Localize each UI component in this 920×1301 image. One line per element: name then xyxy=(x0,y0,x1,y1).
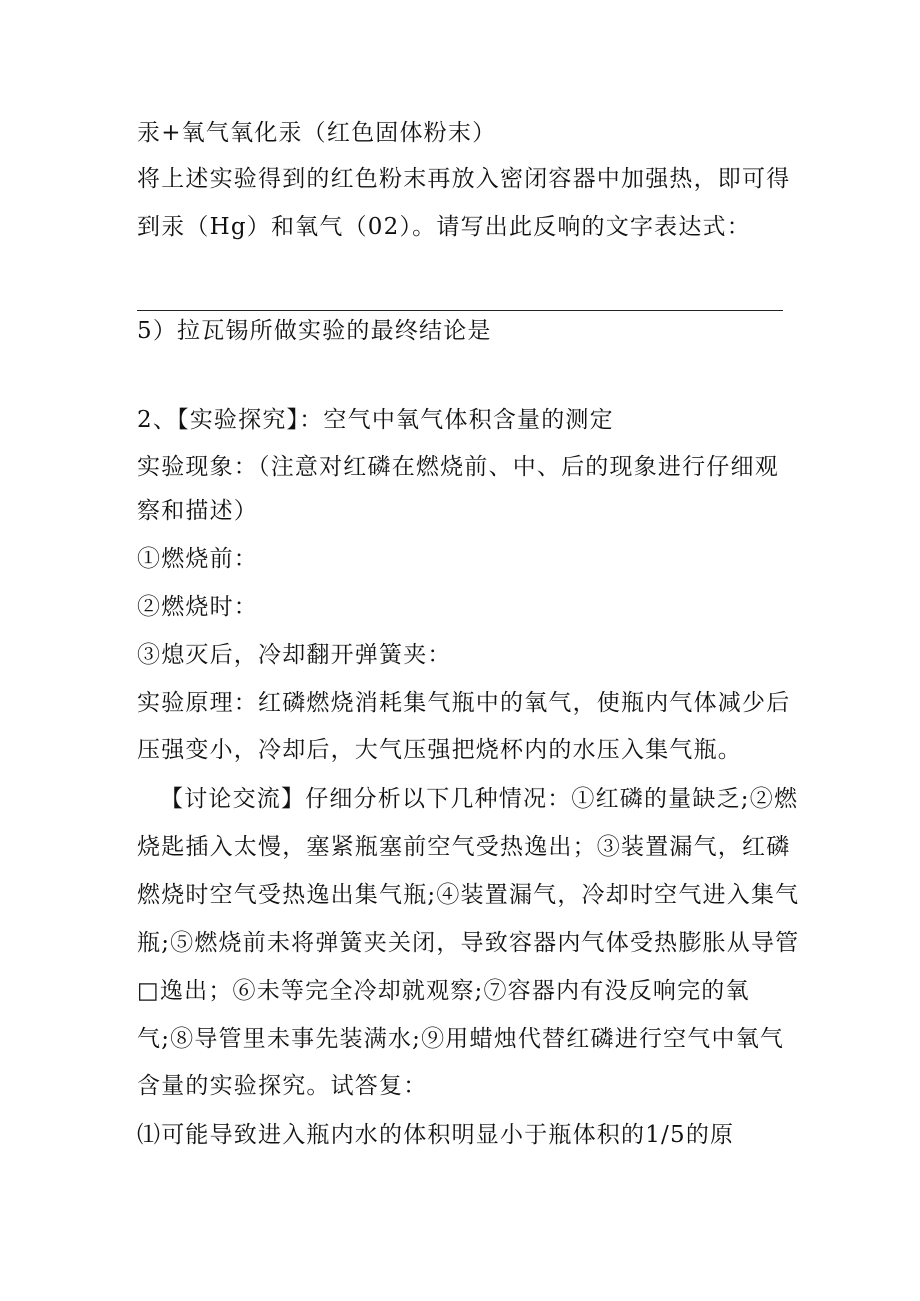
text-line-1: 汞+氧气氧化汞（红色固体粉末） xyxy=(137,120,497,146)
text-line-15: 燃烧时空气受热逸出集气瓶;④装置漏气，冷却时空气进入集气 xyxy=(137,882,800,908)
text-line-13: 【讨论交流】仔细分析以下几种情况：①红磷的量缺乏;②燃 xyxy=(160,786,799,812)
section-heading: 2、【实验探究】：空气中氧气体积含量的测定 xyxy=(137,407,614,433)
text-line-18: 气;⑧导管里未事先装满水;⑨用蜡烛代替红磷进行空气中氧气 xyxy=(137,1026,785,1052)
text-line-8: ①燃烧前： xyxy=(137,546,258,572)
text-line-10: ③熄灭后，冷却翻开弹簧夹： xyxy=(137,642,452,668)
text-line-12: 压强变小，冷却后，大气压强把烧杯内的水压入集气瓶。 xyxy=(137,737,742,763)
text-line-3: 到汞（Hg）和氧气（02）。请写出此反响的文字表达式： xyxy=(137,214,751,240)
text-line-20: ⑴可能导致进入瓶内水的体积明显小于瓶体积的1/5的原 xyxy=(137,1122,735,1148)
text-line-17: □逸出；⑥未等完全冷却就观察;⑦容器内有没反响完的氧 xyxy=(137,978,750,1004)
text-line-19: 含量的实验探究。试答复： xyxy=(137,1073,428,1099)
text-line-2: 将上述实验得到的红色粉末再放入密闭容器中加强热，即可得 xyxy=(137,166,791,192)
answer-blank-line xyxy=(137,310,783,311)
text-line-11: 实验原理：红磷燃烧消耗集气瓶中的氧气，使瓶内气体减少后 xyxy=(137,690,791,716)
text-line-7: 察和描述） xyxy=(137,498,258,524)
text-line-4: 5）拉瓦锡所做实验的最终结论是 xyxy=(137,318,492,344)
text-line-6: 实验现象：（注意对红磷在燃烧前、中、后的现象进行仔细观 xyxy=(137,454,779,480)
text-line-16: 瓶;⑤燃烧前未将弹簧夹关闭，导致容器内气体受热膨胀从导管 xyxy=(137,930,800,956)
text-line-14: 烧匙插入太慢，塞紧瓶塞前空气受热逸出；③装置漏气，红磷 xyxy=(137,834,791,860)
text-line-9: ②燃烧时： xyxy=(137,594,258,620)
